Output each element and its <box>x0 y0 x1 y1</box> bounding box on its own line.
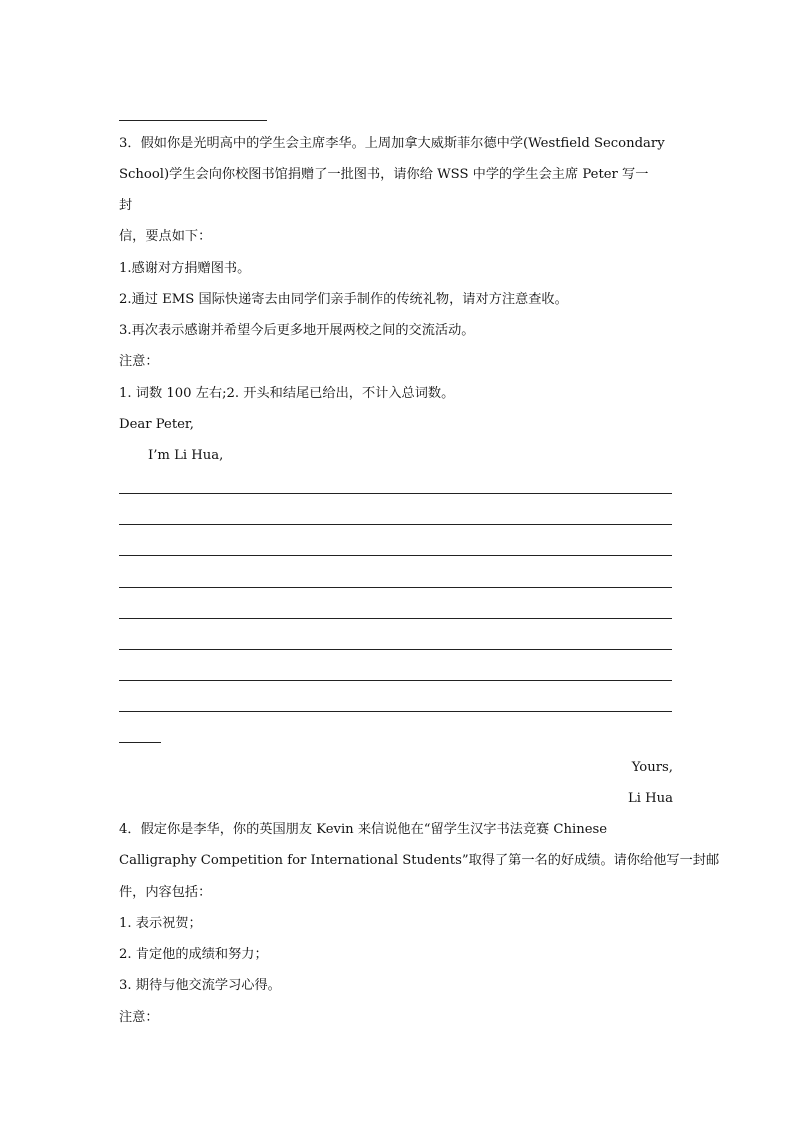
letter-opening: I’m Li Hua, <box>148 448 224 463</box>
q3-point-1: 1.感谢对方捐赠图书。 <box>119 261 251 276</box>
q3-note-label: 注意： <box>119 354 159 369</box>
writing-line-4 <box>119 587 672 588</box>
writing-line-1 <box>119 493 672 494</box>
q4-note-label: 注意： <box>119 1010 159 1025</box>
q3-prompt-line4: 信，要点如下： <box>119 229 212 244</box>
q3-prompt-line3: 封 <box>119 198 133 213</box>
writing-line-6 <box>119 649 672 650</box>
writing-line-2 <box>119 524 672 525</box>
letter-signature: Li Hua <box>627 791 673 806</box>
answer-line-top <box>119 120 267 121</box>
q4-prompt-line3: 件，内容包括： <box>119 885 212 900</box>
writing-line-5 <box>119 618 672 619</box>
q4-prompt-line1: 4．假定你是李华，你的英国朋友 Kevin 来信说他在“留学生汉字书法竞赛 Chinese <box>119 822 608 837</box>
q4-point-2: 2. 肯定他的成绩和努力； <box>119 947 268 962</box>
q3-note-1: 1. 词数 100 左右;2. 开头和结尾已给出，不计入总词数。 <box>119 386 455 401</box>
writing-line-7 <box>119 680 672 681</box>
letter-closing: Yours, <box>631 760 673 775</box>
q4-prompt-line2: Calligraphy Competition for International Students”取得了第一名的好成绩。请你给他写一封邮 <box>119 853 720 868</box>
q3-point-2: 2.通过 EMS 国际快递寄去由同学们亲手制作的传统礼物，请对方注意查收。 <box>119 292 568 307</box>
q3-prompt-line1: 3．假如你是光明高中的学生会主席李华。上周加拿大威斯菲尔德中学(Westfield Secondary <box>119 136 665 151</box>
q4-point-1: 1. 表示祝贺； <box>119 916 202 931</box>
q3-prompt-line2: School)学生会向你校图书馆捐赠了一批图书，请你给 WSS 中学的学生会主席 Peter 写一 <box>119 167 649 182</box>
writing-line-8 <box>119 711 672 712</box>
q4-point-3: 3. 期待与他交流学习心得。 <box>119 978 281 993</box>
letter-greeting: Dear Peter, <box>119 417 194 432</box>
writing-line-3 <box>119 555 672 556</box>
q3-point-3: 3.再次表示感谢并希望今后更多地开展两校之间的交流活动。 <box>119 323 475 338</box>
writing-line-short <box>119 742 161 743</box>
